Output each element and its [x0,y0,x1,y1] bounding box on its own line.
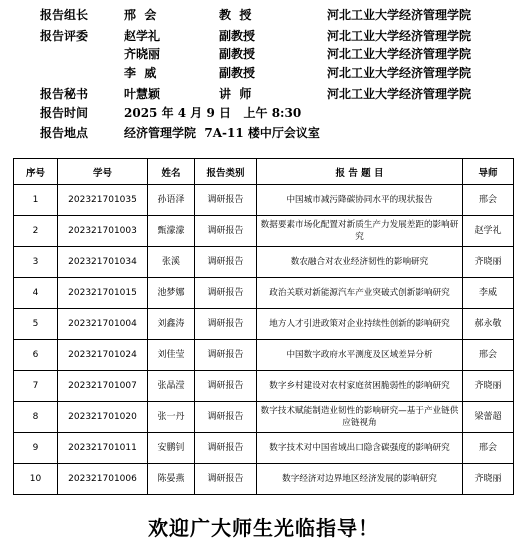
table-header-row [14,159,514,185]
cell-category: 调研报告 [195,278,257,309]
report-place: 经济管理学院 7A-11 楼中厅会议室 [124,126,320,140]
cell-student-id: 202321701020 [58,402,148,433]
cell-category: 调研报告 [195,247,257,278]
header-student-id: 学号 [58,159,148,185]
cell-advisor: 邢会 [463,433,514,464]
cell-index: 6 [14,340,58,371]
reviewer-title: 副教授 [219,29,256,43]
table-row [14,247,514,278]
cell-index: 3 [14,247,58,278]
table-row [14,309,514,340]
reviewers-label: 报告评委 [40,29,89,43]
cell-category: 调研报告 [195,309,257,340]
cell-category: 调研报告 [195,402,257,433]
cell-category: 调研报告 [195,216,257,247]
cell-advisor: 梁蕾超 [463,402,514,433]
time-label: 报告时间 [40,106,89,120]
reviewer-title: 副教授 [219,47,256,61]
cell-name: 张晶滢 [148,371,195,402]
cell-student-id: 202321701006 [58,464,148,495]
cell-name: 陈晏燕 [148,464,195,495]
header-category: 报告类别 [195,159,257,185]
header-advisor: 导师 [463,159,514,185]
cell-category: 调研报告 [195,464,257,495]
cell-name: 刘鑫涛 [148,309,195,340]
schedule-table [13,158,514,495]
table-row [14,340,514,371]
table-row [14,185,514,216]
place-label: 报告地点 [40,126,89,140]
cell-name: 张一丹 [148,402,195,433]
cell-report-title: 数据要素市场化配置对新质生产力发展差距的影响研究 [257,216,463,247]
cell-report-title: 中国城市减污降碳协同水平的现状报告 [257,185,463,216]
cell-category: 调研报告 [195,433,257,464]
secretary-title: 讲 师 [219,87,252,101]
cell-category: 调研报告 [195,185,257,216]
cell-advisor: 齐晓丽 [463,371,514,402]
table-row [14,278,514,309]
table-row [14,216,514,247]
cell-name: 安鹏钊 [148,433,195,464]
reviewer-title: 副教授 [219,66,256,80]
cell-advisor: 郝永敬 [463,309,514,340]
cell-student-id: 202321701015 [58,278,148,309]
cell-report-title: 中国数字政府水平测度及区域差异分析 [257,340,463,371]
cell-advisor: 邢会 [463,185,514,216]
cell-report-title: 地方人才引进政策对企业持续性创新的影响研究 [257,309,463,340]
reviewer-unit: 河北工业大学经济管理学院 [327,66,472,80]
cell-report-title: 数字技术对中国省域出口隐含碳强度的影响研究 [257,433,463,464]
cell-index: 9 [14,433,58,464]
header-index: 序号 [14,159,58,185]
cell-index: 8 [14,402,58,433]
secretary-unit: 河北工业大学经济管理学院 [327,87,472,101]
table-row [14,371,514,402]
cell-name: 张溪 [148,247,195,278]
cell-student-id: 202321701004 [58,309,148,340]
cell-index: 7 [14,371,58,402]
welcome-message: 欢迎广大师生光临指导！ [148,516,379,540]
cell-advisor: 赵学礼 [463,216,514,247]
cell-student-id: 202321701024 [58,340,148,371]
report-time: 2025 年 4 月 9 日 上午 8:30 [124,106,302,120]
reviewer-unit: 河北工业大学经济管理学院 [327,47,472,61]
secretary-name: 叶慧颖 [124,87,161,101]
cell-report-title: 政治关联对新能源汽车产业突破式创新影响研究 [257,278,463,309]
cell-index: 1 [14,185,58,216]
cell-report-title: 数农融合对农业经济韧性的影响研究 [257,247,463,278]
reviewer-name: 赵学礼 [124,29,161,43]
reviewer-name: 齐晓丽 [124,47,161,61]
table-row [14,402,514,433]
cell-index: 5 [14,309,58,340]
cell-name: 刘佳莹 [148,340,195,371]
report-info [0,0,527,150]
cell-name: 孙语泽 [148,185,195,216]
table-row [14,433,514,464]
cell-student-id: 202321701003 [58,216,148,247]
cell-category: 调研报告 [195,371,257,402]
cell-report-title: 数字技术赋能制造业韧性的影响研究—基于产业链供应链视角 [257,402,463,433]
table-row [14,464,514,495]
cell-advisor: 邢会 [463,340,514,371]
cell-student-id: 202321701034 [58,247,148,278]
cell-report-title: 数字经济对边界地区经济发展的影响研究 [257,464,463,495]
cell-index: 4 [14,278,58,309]
cell-advisor: 齐晓丽 [463,464,514,495]
cell-advisor: 李威 [463,278,514,309]
leader-name: 邢 会 [124,8,157,22]
cell-index: 10 [14,464,58,495]
cell-name: 池梦娜 [148,278,195,309]
leader-title: 教 授 [219,8,252,22]
secretary-label: 报告秘书 [40,87,89,101]
cell-name: 甄濛濛 [148,216,195,247]
leader-unit: 河北工业大学经济管理学院 [327,8,472,22]
cell-student-id: 202321701035 [58,185,148,216]
cell-student-id: 202321701011 [58,433,148,464]
cell-student-id: 202321701007 [58,371,148,402]
reviewer-name: 李 威 [124,66,157,80]
header-report-title: 报 告 题 目 [257,159,463,185]
cell-advisor: 齐晓丽 [463,247,514,278]
cell-category: 调研报告 [195,340,257,371]
header-name: 姓名 [148,159,195,185]
reviewer-unit: 河北工业大学经济管理学院 [327,29,472,43]
cell-index: 2 [14,216,58,247]
leader-label: 报告组长 [40,8,89,22]
cell-report-title: 数字乡村建设对农村家庭贫困脆弱性的影响研究 [257,371,463,402]
